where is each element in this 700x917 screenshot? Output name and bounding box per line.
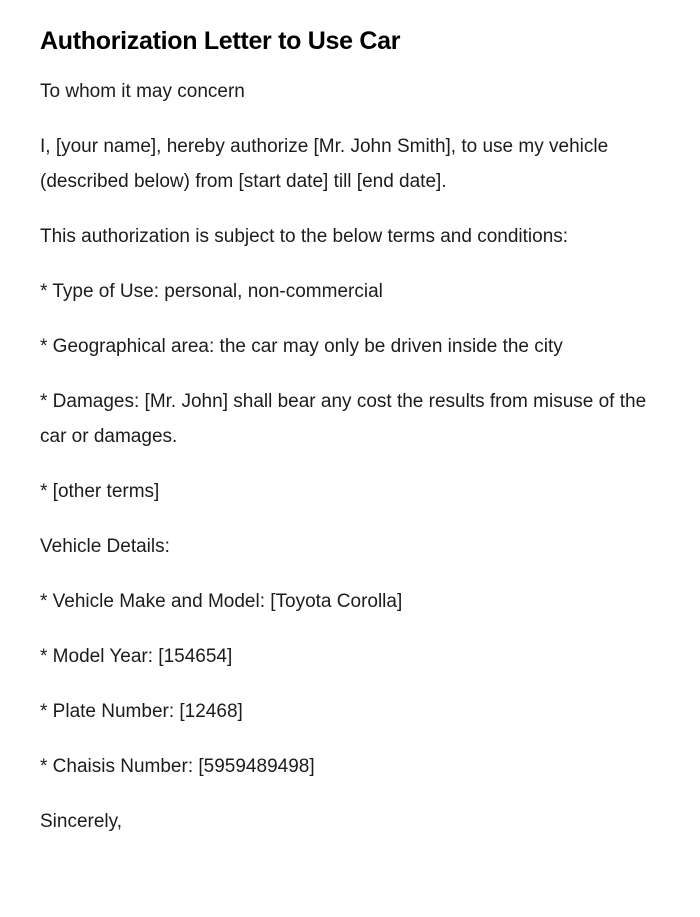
term-geographical-area: * Geographical area: the car may only be driven inside the city — [40, 336, 563, 357]
term-damages: * Damages: [Mr. John] shall bear any cost the results from misuse of the car or damages. — [40, 391, 647, 447]
letter-greeting: To whom it may concern — [40, 81, 245, 102]
vehicle-details-heading: Vehicle Details: — [40, 536, 170, 557]
vehicle-plate-number: * Plate Number: [12468] — [40, 701, 243, 722]
vehicle-model-year: * Model Year: [154654] — [40, 646, 233, 667]
letter-document — [40, 22, 660, 859]
vehicle-make-model: * Vehicle Make and Model: [Toyota Corolla] — [40, 591, 403, 612]
letter-closing: Sincerely, — [40, 811, 123, 832]
vehicle-chassis-number: * Chaisis Number: [5959489498] — [40, 756, 315, 777]
term-type-of-use: * Type of Use: personal, non-commercial — [40, 281, 383, 302]
term-other: * [other terms] — [40, 481, 160, 502]
terms-intro: This authorization is subject to the below terms and conditions: — [40, 226, 569, 247]
letter-title: Authorization Letter to Use Car — [40, 27, 401, 55]
authorization-statement: I, [your name], hereby authorize [Mr. John Smith], to use my vehicle (described below) from [start date] till [end date]. — [40, 136, 609, 192]
